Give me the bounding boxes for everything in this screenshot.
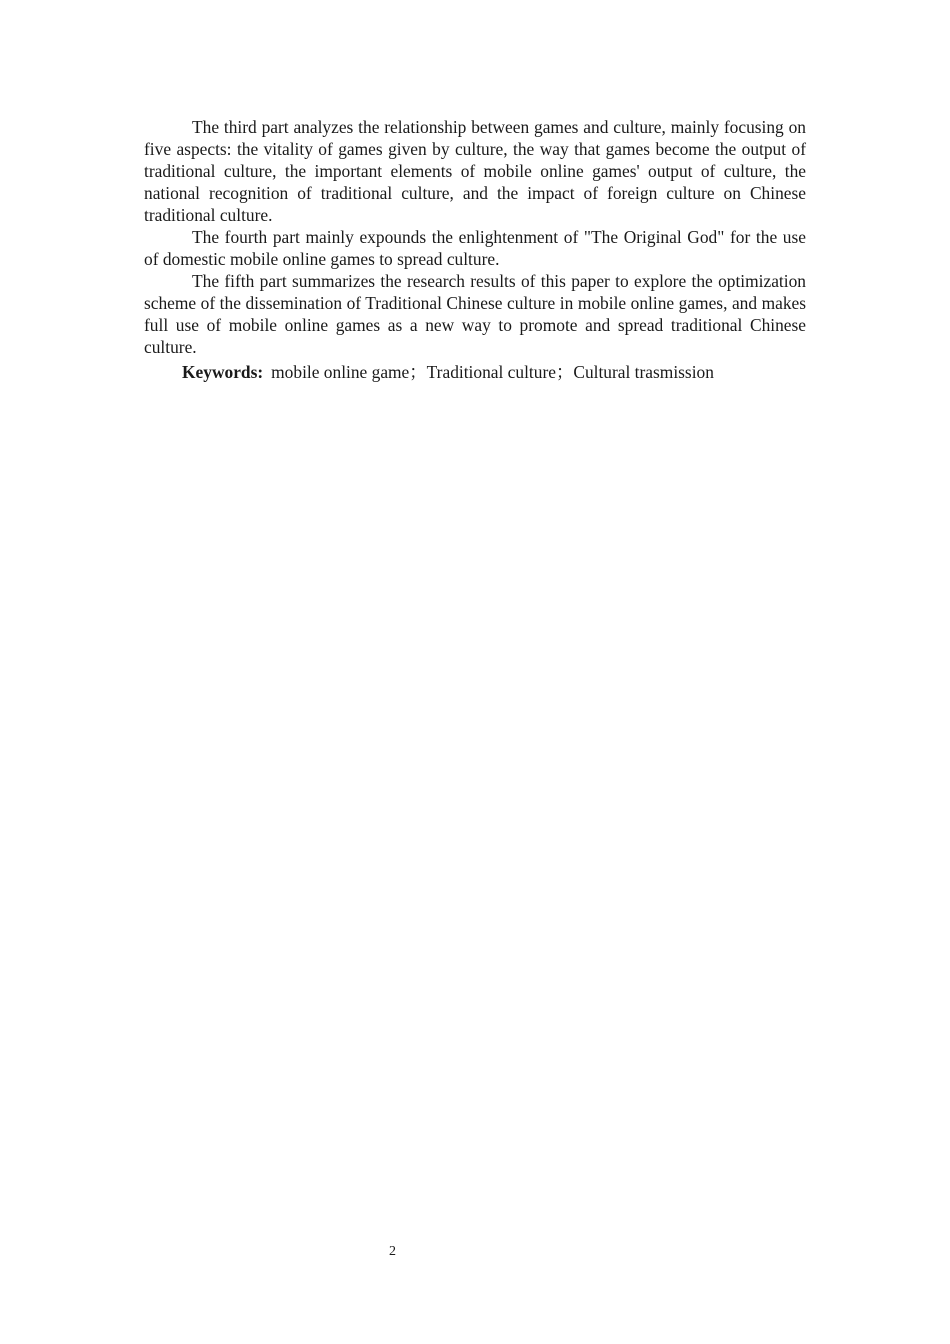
paragraph-third-part: The third part analyzes the relationship between games and culture, mainly focusing on five aspects: the vitality of games given by culture, the way that games become the output of traditional culture, the important elements of mobile online games' output of culture, the national recognition of traditional culture, and the impact of foreign culture on Chinese traditional culture.: [144, 117, 806, 225]
paragraph-fifth-part: The fifth part summarizes the research results of this paper to explore the optimization scheme of the dissemination of Traditional Chinese culture in mobile online games, and makes full use of mobile online games as a new way to promote and spread traditional Chinese culture.: [144, 271, 806, 357]
keywords-line: [144, 361, 806, 383]
keywords-label: Keywords:: [182, 362, 264, 382]
keywords-values: mobile online game；Traditional culture；Cultural trasmission: [271, 362, 714, 382]
paragraph-fourth-part: The fourth part mainly expounds the enlightenment of "The Original God" for the use of domestic mobile online games to spread culture.: [144, 227, 806, 269]
abstract-body: [144, 116, 806, 383]
page-number: 2: [389, 1244, 396, 1259]
